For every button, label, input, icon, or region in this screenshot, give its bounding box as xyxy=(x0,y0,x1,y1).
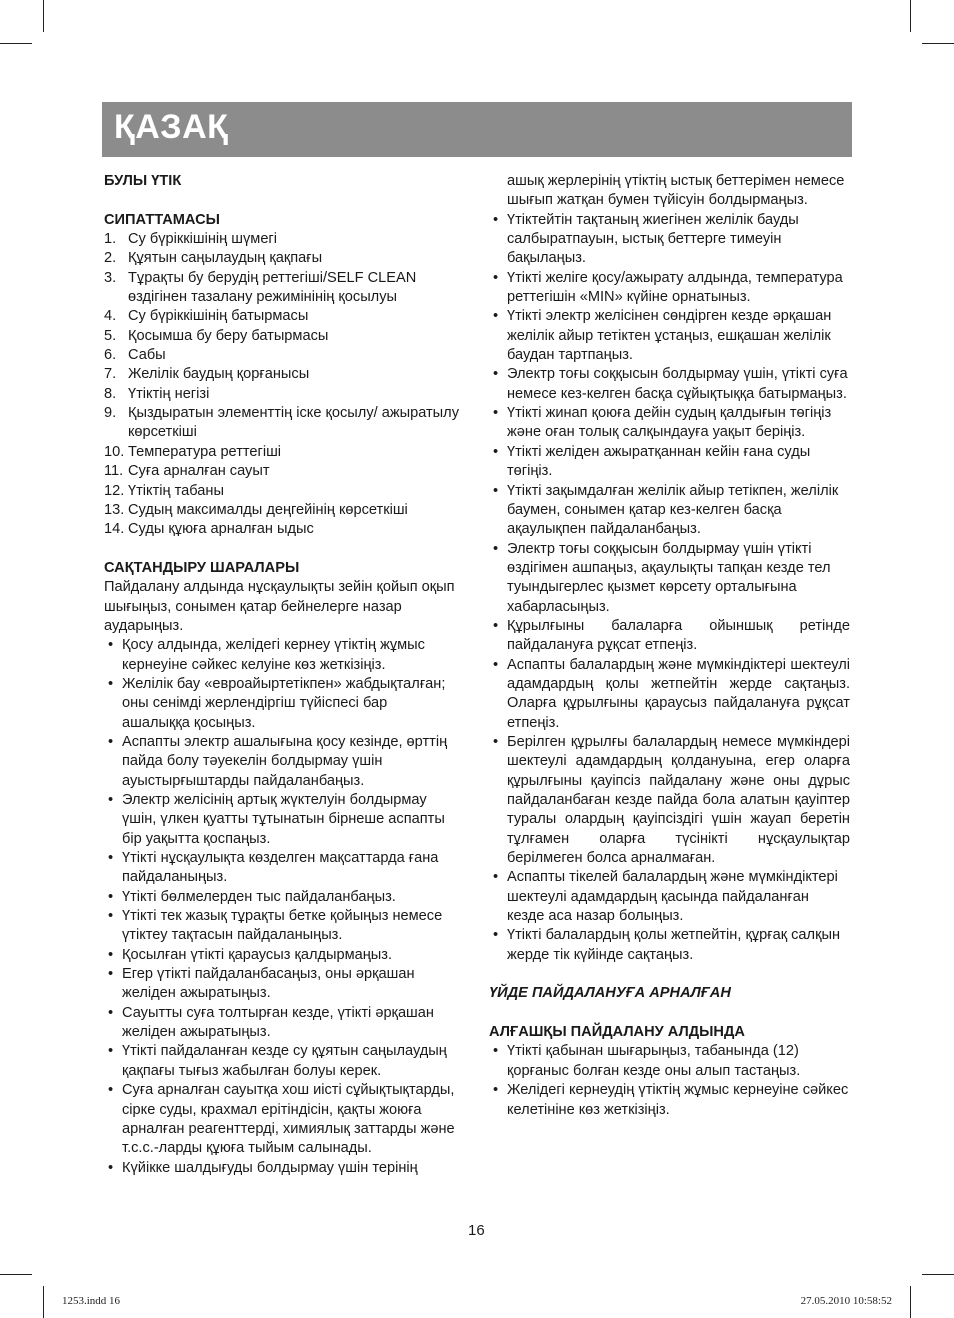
crop-mark xyxy=(43,1286,44,1318)
bullet-item xyxy=(104,636,459,675)
safety-list-right xyxy=(489,211,850,965)
item-number: 14. xyxy=(104,521,125,538)
bullet-item xyxy=(104,888,459,907)
bullet-text: Аспапты балалардың және мүмкіндіктері шектеулі адамдардың қолы жетпейтін жерде сақтаңыз. Оларға құрылғыны қараусыз пайдалануға рұқсат етпеңіз. xyxy=(507,656,850,731)
item-number: 6. xyxy=(104,347,117,364)
bullet-glyph: • xyxy=(108,1043,114,1060)
bullet-text: Үтікті жинап қоюға дейін судың қалдығын төгіңіз және оған толық салқындауға уақыт беріңіз. xyxy=(507,405,832,441)
bullet-text: Құрылғыны балаларға ойыншық ретінде пайдалануға рұқсат етпеңіз. xyxy=(507,617,850,654)
description-item xyxy=(104,269,459,308)
description-item xyxy=(104,443,459,462)
bullet-glyph: • xyxy=(493,443,499,460)
bullet-glyph: • xyxy=(108,908,114,925)
bullet-glyph: • xyxy=(493,308,499,325)
bullet-item xyxy=(489,926,850,965)
description-item xyxy=(104,307,459,326)
first-use-list xyxy=(489,1042,850,1119)
item-text: Қосымша бу беру батырмасы xyxy=(128,327,329,344)
bullet-glyph: • xyxy=(493,211,499,228)
bullet-text: Үтікті пайдаланған кезде су құятын саңылаудың қақпағы тығыз жабылған болуы керек. xyxy=(122,1043,447,1079)
right-column xyxy=(489,172,850,1120)
safety-intro: Пайдалану алдында нұсқаулықты зейін қойып оқып шығыңыз, сонымен қатар бейнелерге назар аударыңыз. xyxy=(104,579,455,634)
description-item xyxy=(104,462,459,481)
bullet-item xyxy=(489,868,850,926)
bullet-glyph: • xyxy=(493,366,499,383)
description-item xyxy=(104,327,459,346)
bullet-text: Егер үтікті пайдаланбасаңыз, оны әрқашан желіден ажыратыңыз. xyxy=(122,966,415,1002)
item-text: Құятын саңылаудың қақпағы xyxy=(128,250,323,267)
bullet-text: Үтікті тек жазық тұрақты бетке қойыңыз немесе үтіктеу тақтасын пайдаланыңыз. xyxy=(122,908,443,944)
bullet-glyph: • xyxy=(493,927,499,944)
bullet-glyph: • xyxy=(108,792,114,808)
slug-file: 1253.indd 16 xyxy=(62,1295,121,1307)
bullet-item xyxy=(104,907,459,946)
bullet-item xyxy=(104,1081,459,1158)
item-number: 4. xyxy=(104,308,117,325)
bullet-item xyxy=(489,482,850,540)
item-text: Сабы xyxy=(128,347,166,364)
item-text: Үтіктің негізі xyxy=(128,385,210,402)
bullet-glyph: • xyxy=(493,617,499,634)
bullet-glyph: • xyxy=(493,540,499,557)
bullet-glyph: • xyxy=(108,966,114,983)
crop-mark xyxy=(0,1274,32,1275)
safety-list-left xyxy=(104,636,459,1178)
bullet-text: Күйікке шалдығуды болдырмау үшін терінің xyxy=(122,1159,418,1176)
bullet-item xyxy=(489,269,850,308)
bullet-item xyxy=(104,946,459,965)
bullet-text: Қосу алдында, желідегі кернеу үтіктің жұмыс кернеуіне сәйкес келуіне көз жеткізіңіз. xyxy=(122,637,425,673)
bullet-glyph: • xyxy=(108,850,114,867)
bullet-text: Электр тоғы соққысын болдырмау үшін, үтікті суға немесе кез-келген басқа сұйықтыққа батырмаңыз. xyxy=(507,366,848,402)
bullet-text: Үтіктейтін тақтаның жиегінен желілік бауды салбыратпауын, ыстық беттерге тимеуін бақылаңыз. xyxy=(507,211,799,267)
bullet-item xyxy=(489,365,850,404)
crop-mark xyxy=(43,0,44,32)
item-number: 1. xyxy=(104,231,117,248)
item-text: Желілік баудың қорғанысы xyxy=(128,366,310,383)
banner-title: ҚАЗАҚ xyxy=(114,108,229,146)
item-number: 3. xyxy=(104,269,117,286)
description-item xyxy=(104,230,459,249)
description-list xyxy=(104,230,459,540)
description-heading: СИПАТТАМАСЫ xyxy=(104,211,220,228)
item-number: 10. xyxy=(104,443,125,460)
bullet-glyph: • xyxy=(493,482,499,499)
bullet-item xyxy=(489,1042,850,1081)
description-item xyxy=(104,365,459,384)
safety-continuation: ашық жерлерінің үтіктің ыстық беттерімен немесе шығып жатқан бумен түйісуін болдырмаңыз. xyxy=(507,173,845,209)
description-item xyxy=(104,249,459,268)
crop-mark xyxy=(922,43,954,44)
description-item xyxy=(104,520,459,539)
bullet-item xyxy=(104,849,459,888)
bullet-item xyxy=(104,733,459,791)
bullet-text: Үтікті нұсқаулықта көзделген мақсаттарда ғана пайдаланыңыз. xyxy=(122,850,439,886)
item-text: Қыздыратын элементтің іске қосылу/ ажыратылу көрсеткіші xyxy=(128,405,459,441)
bullet-glyph: • xyxy=(493,656,499,673)
item-number: 13. xyxy=(104,501,125,518)
bullet-item xyxy=(489,211,850,269)
bullet-glyph: • xyxy=(493,869,499,886)
bullet-item xyxy=(489,733,850,868)
bullet-item xyxy=(104,675,459,733)
bullet-glyph: • xyxy=(108,888,114,905)
item-number: 12. xyxy=(104,482,125,499)
bullet-glyph: • xyxy=(493,405,499,422)
bullet-text: Үтікті бөлмелерден тыс пайдаланбаңыз. xyxy=(122,888,396,905)
bullet-glyph: • xyxy=(493,269,499,286)
bullet-text: Үтікті желіге қосу/ажырату алдында, температура реттегішін «MIN» күйіне орнатыныз. xyxy=(507,269,843,306)
bullet-text: Үтікті балалардың қолы жетпейтін, құрғақ салқын жерде тік күйінде сақтаңыз. xyxy=(507,927,840,963)
first-use-heading: АЛҒАШҚЫ ПАЙДАЛАНУ АЛДЫНДА xyxy=(489,1024,745,1041)
description-item xyxy=(104,404,459,443)
bullet-glyph: • xyxy=(493,733,499,750)
item-number: 9. xyxy=(104,405,117,422)
item-number: 8. xyxy=(104,385,117,402)
bullet-item xyxy=(104,1004,459,1043)
item-text: Су бүріккішінің батырмасы xyxy=(128,308,309,325)
bullet-text: Үтікті желіден ажыратқаннан кейін ғана суды төгіңіз. xyxy=(507,443,811,480)
crop-mark xyxy=(922,1274,954,1275)
bullet-glyph: • xyxy=(108,1004,114,1021)
bullet-item xyxy=(104,1159,459,1178)
bullet-glyph: • xyxy=(108,675,114,692)
bullet-text: Суға арналған сауытқа хош иісті сұйықтықтарды, сірке суды, крахмал ерітіндісін, қақты жоюға арналған реагенттерді, химиялық заттарды және т.с.с.-ларды құюға тыйым салынады. xyxy=(122,1082,455,1157)
bullet-text: Электр желісінің артық жүктелуін болдырмау үшін, үлкен қуатты тұтынатын бірнеше аспапты бір уақытта қоспаңыз. xyxy=(122,792,445,847)
bullet-glyph: • xyxy=(108,1082,114,1099)
description-item xyxy=(104,346,459,365)
bullet-text: Үтікті электр желісінен сөндірген кезде әрқашан желілік айыр тетіктен ұстаңыз, ешқашан желілік баудан тартпаңыз. xyxy=(507,308,832,364)
crop-mark xyxy=(0,43,32,44)
item-number: 5. xyxy=(104,327,117,344)
description-item xyxy=(104,482,459,501)
bullet-item xyxy=(104,791,459,849)
bullet-item xyxy=(489,307,850,365)
bullet-item xyxy=(489,404,850,443)
bullet-item xyxy=(489,656,850,733)
item-number: 7. xyxy=(104,366,117,383)
language-banner xyxy=(102,102,852,157)
bullet-item xyxy=(489,443,850,482)
crop-mark xyxy=(910,1286,911,1318)
item-number: 2. xyxy=(104,250,117,267)
bullet-text: Электр тоғы соққысын болдырмау үшін үтікті өздігімен ашпаңыз, ақаулықты тапқан кезде тел туындыгерлес қызмет көрсету орталығына хабарласыңыз. xyxy=(507,540,831,615)
bullet-text: Желілік бау «евроайыртетікпен» жабдықталған; оны сенімді жерлендіргіш түйіспесі бар ашалыққа қосыңыз. xyxy=(122,675,446,731)
household-note: ҮЙДЕ ПАЙДАЛАНУҒА АРНАЛҒАН xyxy=(489,985,731,1002)
bullet-text: Берілген құрылғы балалардың немесе мүмкіндері шектеулі адамдардың қолдануына, егер оларға құрылғыны қауіпсіз пайдалану және оны дұрыс пайдаланбаған кезде пайда бола алатын қауіптер туралы олардың қауіпсіздігі үшін жауап беретін тұлғамен оларға түсінікті нұсқаулықтар берілмеген болса арналмаған. xyxy=(507,733,850,867)
safety-heading: САҚТАНДЫРУ ШАРАЛАРЫ xyxy=(104,559,300,576)
bullet-glyph: • xyxy=(108,637,114,654)
bullet-item xyxy=(104,965,459,1004)
bullet-glyph: • xyxy=(108,1159,114,1176)
slug-date: 27.05.2010 10:58:52 xyxy=(800,1295,892,1307)
description-item xyxy=(104,385,459,404)
bullet-text: Сауытты суға толтырған кезде, үтікті әрқашан желіден ажыратыңыз. xyxy=(122,1004,434,1041)
bullet-text: Қосылған үтікті қараусыз қалдырмаңыз. xyxy=(122,946,393,963)
bullet-text: Аспапты электр ашалығына қосу кезінде, өрттің пайда болу тәуекелін болдырмау үшін ауыстырғыштарды пайдаланбаңыз. xyxy=(122,733,448,789)
item-number: 11. xyxy=(104,463,124,480)
item-text: Судың максималды деңгейінің көрсеткіші xyxy=(128,501,408,518)
left-column xyxy=(104,172,459,1178)
bullet-text: Үтікті зақымдалған желілік айыр тетікпен, желілік баумен, сонымен қатар кез-келген басқа ақаулықпен пайдаланбаңыз. xyxy=(507,482,839,538)
page-number: 16 xyxy=(468,1222,485,1239)
item-text: Үтіктің табаны xyxy=(128,482,224,499)
bullet-item xyxy=(489,1081,850,1120)
bullet-item xyxy=(104,1042,459,1081)
bullet-item xyxy=(489,617,850,656)
item-text: Тұрақты бу берудің реттегіші/SELF CLEAN өздігінен тазалану режимінінің қосылуы xyxy=(128,269,417,306)
item-text: Суға арналған сауыт xyxy=(128,463,270,480)
bullet-item xyxy=(489,540,850,617)
item-text: Температура реттегіші xyxy=(128,443,282,460)
item-text: Суды құюға арналған ыдыс xyxy=(128,521,314,538)
bullet-text: Үтікті қабынан шығарыңыз, табанында (12) қорғаныс болған кезде оны алып тастаңыз. xyxy=(507,1043,801,1079)
crop-mark xyxy=(910,0,911,32)
item-text: Су бүріккішінің шүмегі xyxy=(128,231,278,248)
bullet-glyph: • xyxy=(493,1082,499,1099)
bullet-glyph: • xyxy=(108,733,114,750)
bullet-glyph: • xyxy=(108,946,114,963)
product-title: БУЛЫ ҮТІК xyxy=(104,173,182,189)
bullet-glyph: • xyxy=(493,1043,499,1060)
bullet-text: Аспапты тікелей балалардың және мүмкіндіктері шектеулі адамдардың қасында пайдаланған кезде аса назар болыңыз. xyxy=(507,869,838,925)
description-item xyxy=(104,501,459,520)
bullet-text: Желідегі кернеудің үтіктің жұмыс кернеуіне сәйкес келетініне көз жеткізіңіз. xyxy=(507,1082,849,1118)
